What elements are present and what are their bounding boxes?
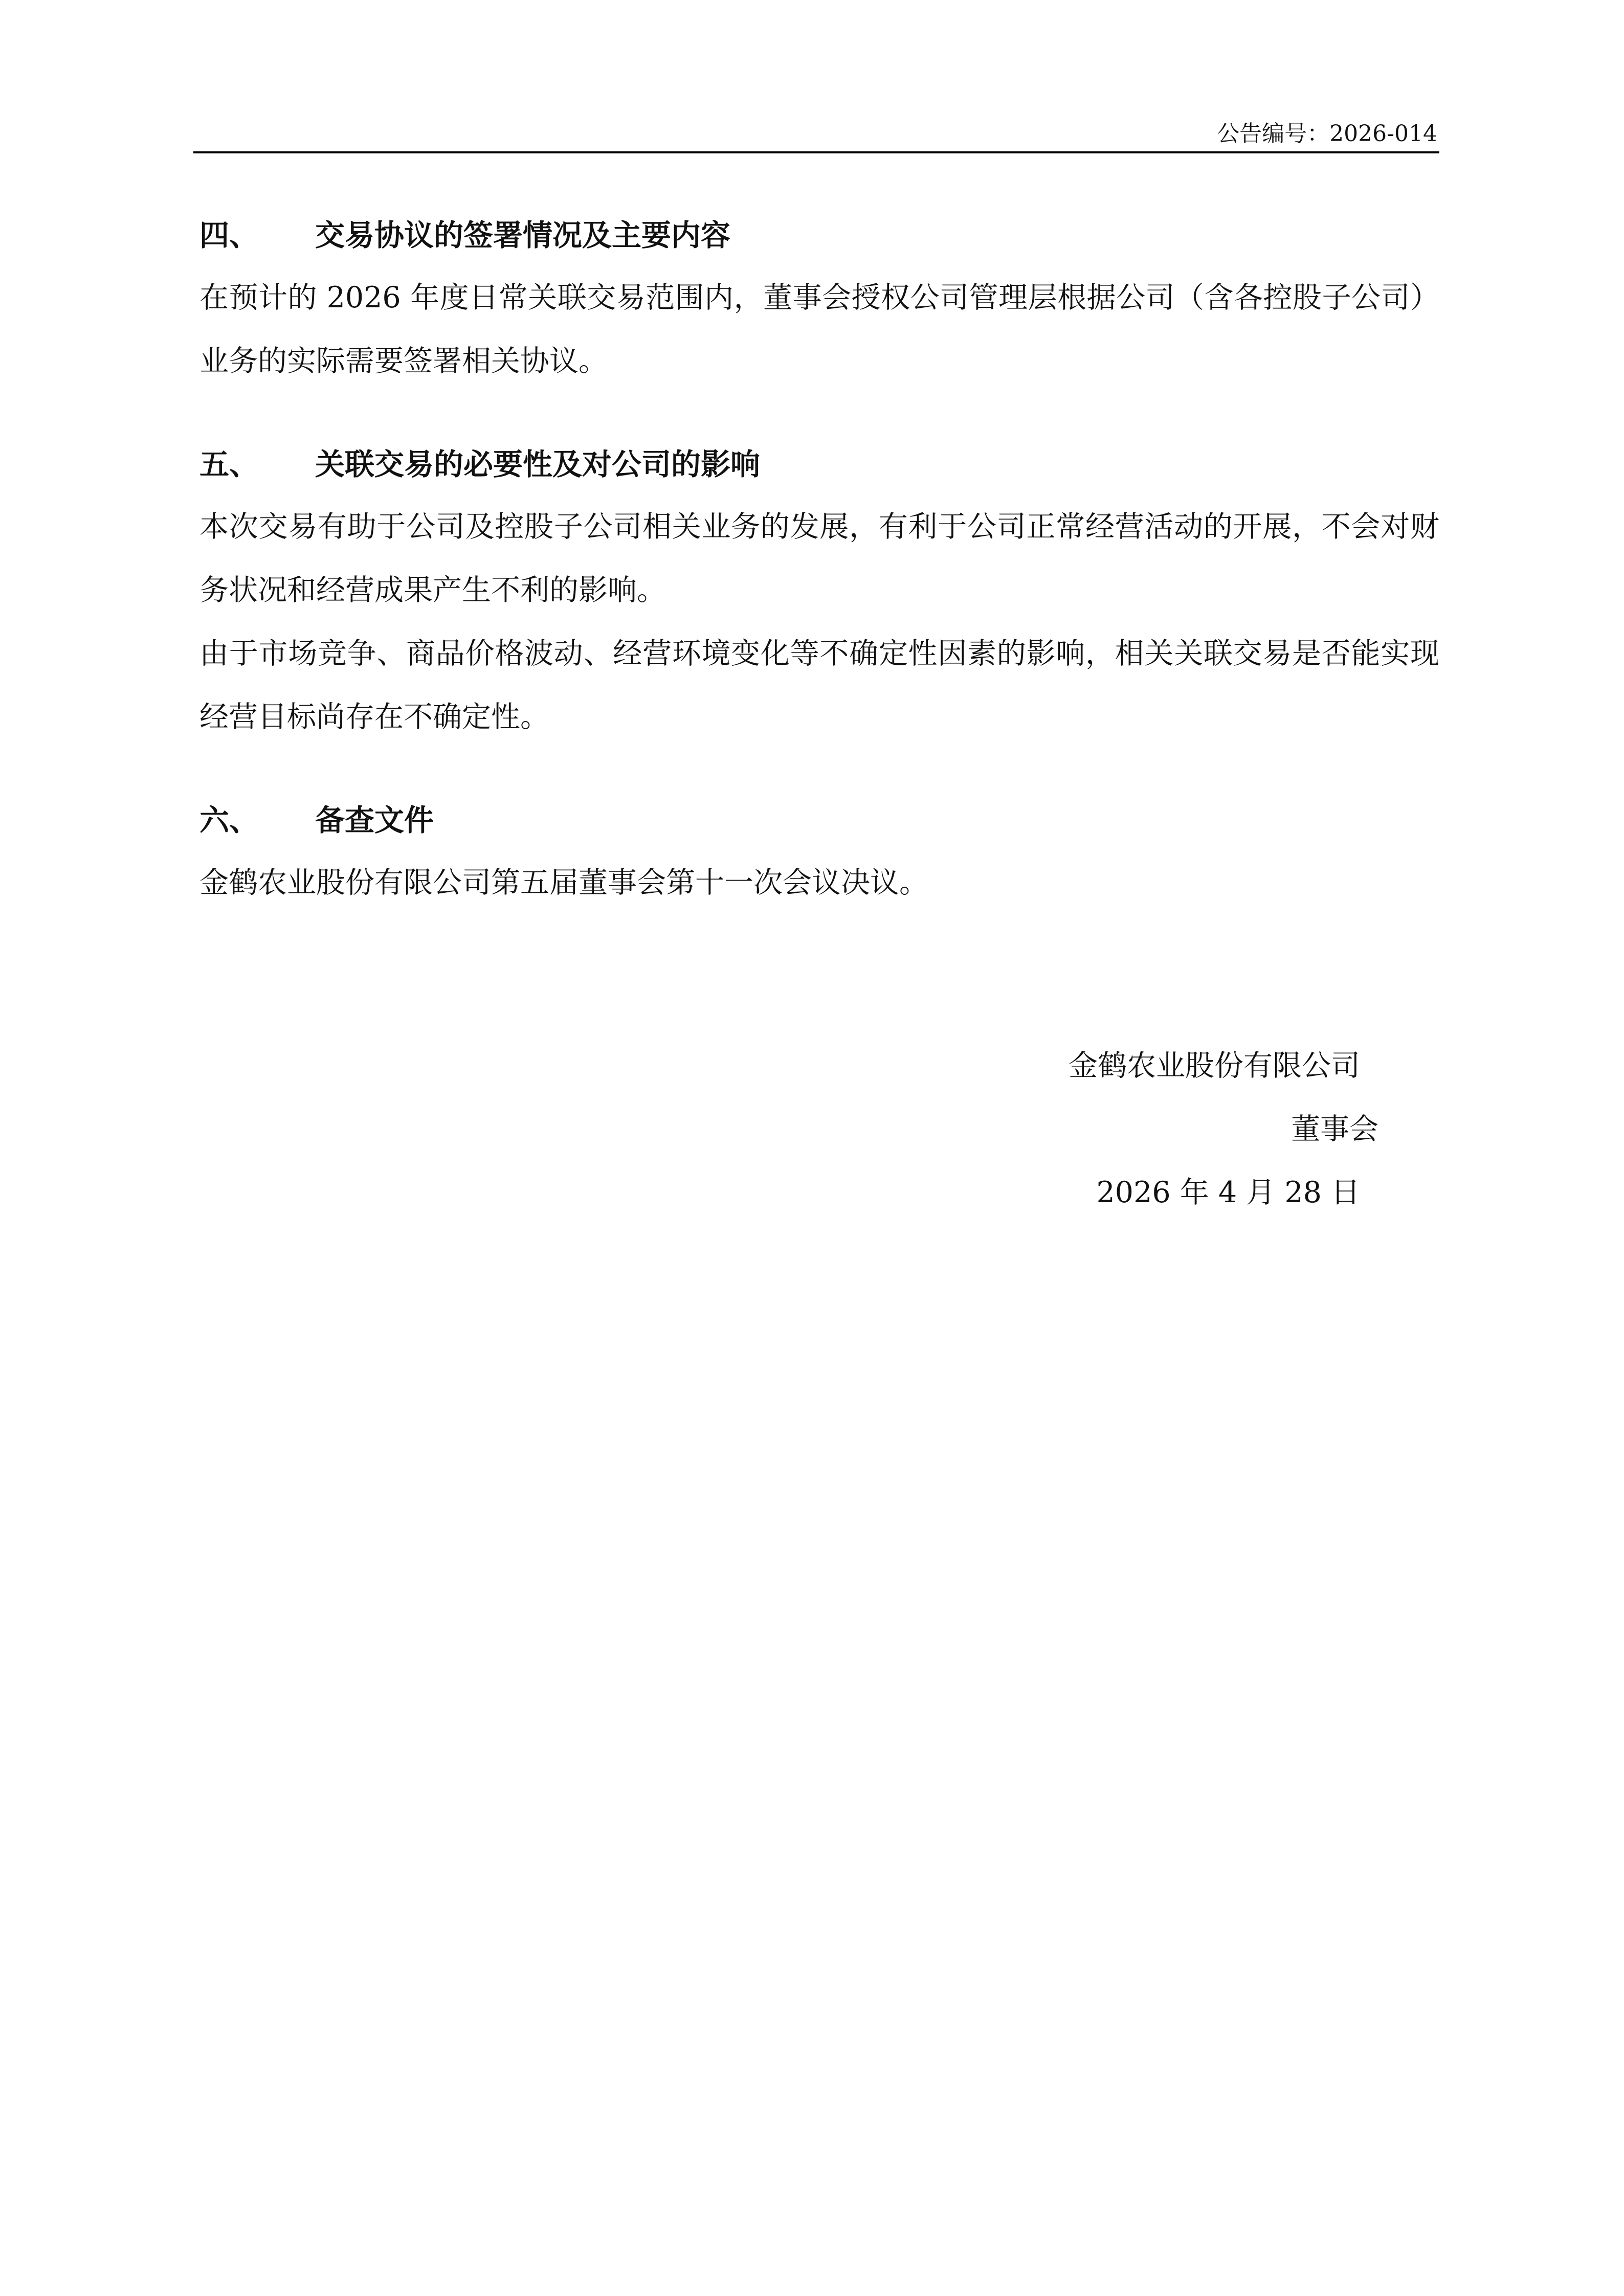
section-title: 关联交易的必要性及对公司的影响	[315, 447, 761, 482]
document-body	[199, 205, 1439, 955]
announcement-number: 公告编号：2026-014	[1217, 121, 1437, 147]
section-number: 四、	[199, 218, 259, 253]
section-number: 五、	[199, 447, 259, 482]
section-title: 交易协议的签署情况及主要内容	[315, 218, 731, 253]
signature-block	[765, 1034, 1378, 1224]
section-necessity-impact	[199, 434, 1439, 749]
section-reference-documents	[199, 790, 1439, 914]
paragraph: 本次交易有助于公司及控股子公司相关业务的发展，有利于公司正常经营活动的开展，不会对财务状况和经营成果产生不利的影响。	[199, 510, 1439, 607]
paragraph: 在预计的 2026 年度日常关联交易范围内，董事会授权公司管理层根据公司（含各控股子公司）业务的实际需要签署相关协议。	[199, 281, 1439, 378]
paragraph: 金鹤农业股份有限公司第五届董事会第十一次会议决议。	[199, 866, 928, 899]
section-heading	[199, 205, 1439, 266]
signature-date: 2026 年 4 月 28 日	[1096, 1176, 1360, 1209]
paragraph: 由于市场竞争、商品价格波动、经营环境变化等不确定性因素的影响，相关关联交易是否能实现经营目标尚存在不确定性。	[199, 637, 1439, 734]
page-header	[193, 117, 1439, 153]
section-number: 六、	[199, 803, 259, 838]
section-heading	[199, 434, 1439, 495]
section-agreement-signing	[199, 205, 1439, 393]
signature-board: 董事会	[1291, 1112, 1378, 1146]
signature-company: 金鹤农业股份有限公司	[1069, 1049, 1360, 1083]
section-title: 备查文件	[315, 803, 434, 838]
section-heading	[199, 790, 1439, 851]
